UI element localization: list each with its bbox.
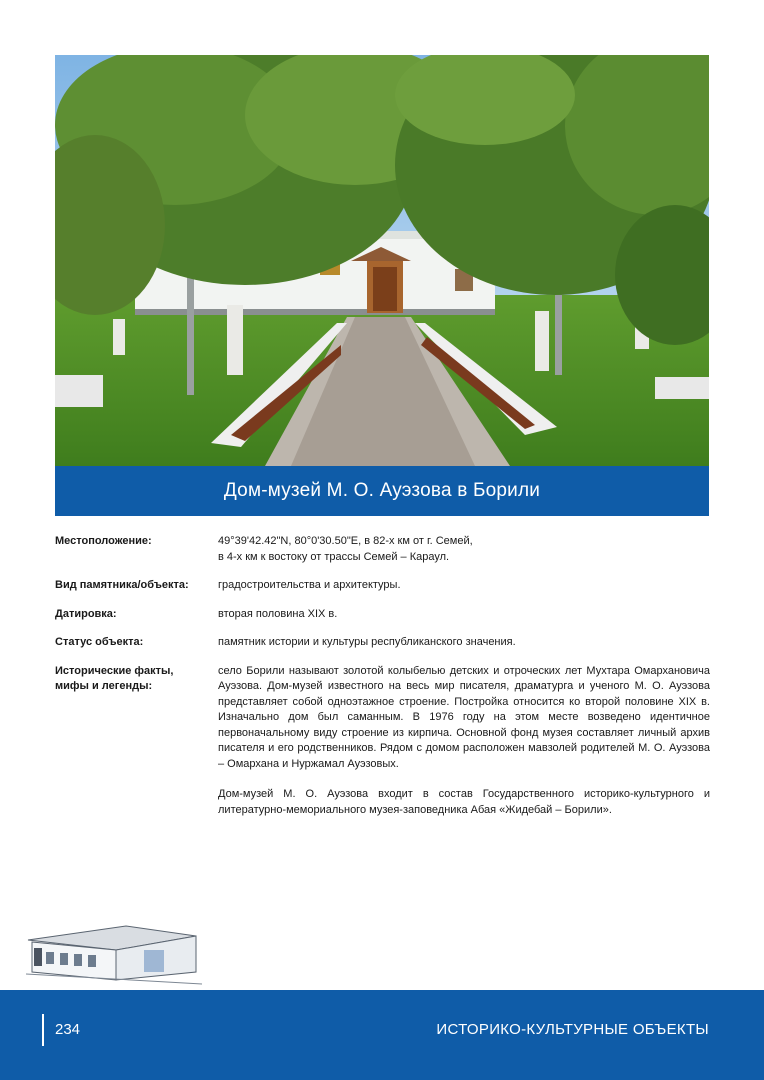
section-title: ИСТОРИКО-КУЛЬТУРНЫЕ ОБЪЕКТЫ	[436, 1021, 709, 1038]
field-status	[55, 635, 710, 651]
field-value	[218, 534, 710, 565]
museum-photo	[55, 55, 709, 466]
field-label: Исторические факты, мифы и легенды:	[55, 664, 174, 692]
museum-photo-illustration	[55, 55, 709, 466]
field-label: Местоположение:	[55, 535, 152, 547]
history-paragraph: село Борили называют золотой колыбелью детских и отроческих лет Мухтара Омархановича Ауэзова. Дом-музей известного на весь мир писателя, драматурга и ученого М. О. Ауэзова представляет собой одноэтажное строение. Постройка относится ко второй половине XIX в. Изначально дом был саманным. В 1976 году на этом месте возведено идентичное первоначальному виду строение из кирпича. Основной фонд музея составляет личный архив писателя и его родственников. Рядом с домом расположен мавзолей родителей М. О. Ауэзова – Омархана и Нуржамал Ауэзовых.	[218, 664, 710, 770]
page-footer	[0, 990, 764, 1080]
field-value	[218, 664, 710, 819]
field-label: Статус объекта:	[55, 636, 144, 648]
house-sketch-icon	[26, 918, 204, 992]
field-monument-type	[55, 578, 710, 594]
page-number: 234	[55, 1021, 81, 1038]
object-title-banner	[55, 466, 709, 516]
field-dating	[55, 607, 710, 623]
field-label: Датировка:	[55, 607, 117, 620]
house-sketch-image	[26, 918, 204, 992]
object-info	[55, 534, 710, 831]
field-location	[55, 534, 710, 565]
location-line: 49°39'42.42"N, 80°0'30.50"E, в 82-х км от г. Семей,	[218, 535, 473, 547]
field-value: памятник истории и культуры республиканского значения.	[218, 636, 516, 648]
history-paragraph: Дом-музей М. О. Ауэзова входит в состав Государственного историко-культурного и литературно-мемориального музея-заповедника Абая «Жидебай – Борили».	[218, 788, 710, 816]
object-title: Дом-музей М. О. Ауэзова в Борили	[223, 480, 541, 501]
field-history	[55, 664, 710, 819]
location-line: в 4-х км к востоку от трассы Семей – Караул.	[218, 550, 450, 563]
field-label: Вид памятника/объекта:	[55, 579, 189, 591]
footer-divider	[42, 1014, 44, 1046]
field-value: градостроительства и архитектуры.	[218, 579, 401, 591]
field-value: вторая половина XIX в.	[218, 607, 338, 620]
